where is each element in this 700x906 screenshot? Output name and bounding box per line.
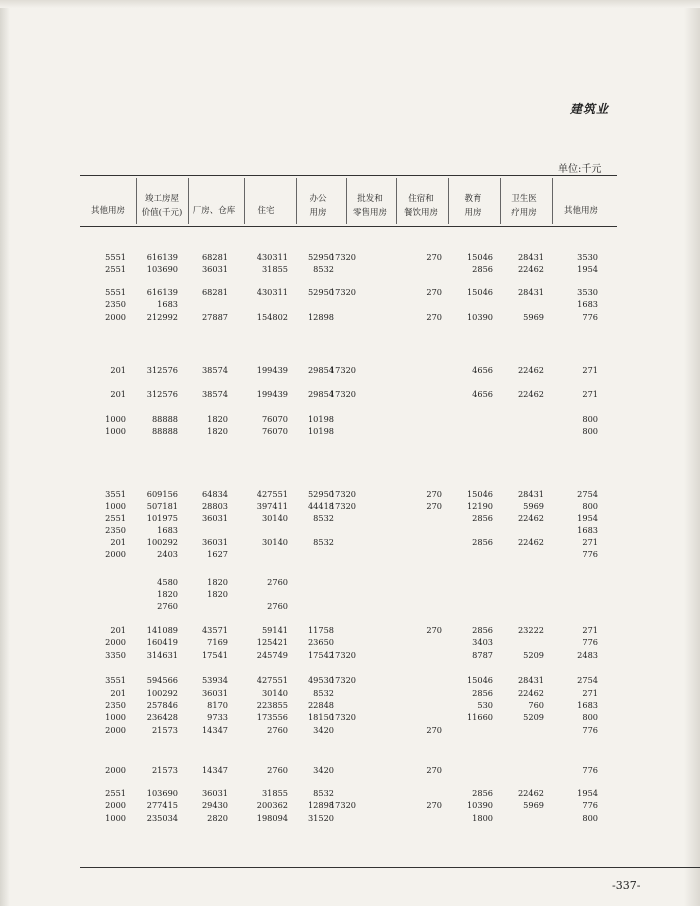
table-cell: 397411 — [256, 501, 288, 511]
table-cell: 8532 — [313, 688, 334, 698]
table-cell: 223855 — [256, 700, 288, 710]
table-cell: 270 — [426, 312, 442, 322]
table-cell: 2856 — [472, 688, 493, 698]
table-cell: 2000 — [105, 637, 126, 647]
table-cell: 22462 — [517, 264, 544, 274]
table-cell: 277415 — [146, 800, 178, 810]
table-cell: 8532 — [313, 513, 334, 523]
table-cell: 2551 — [105, 264, 126, 274]
table-cell: 15046 — [466, 287, 493, 297]
table-cell: 8532 — [313, 788, 334, 798]
table-cell: 12898 — [307, 312, 334, 322]
table-cell: 1820 — [207, 426, 228, 436]
table-cell: 15046 — [466, 489, 493, 499]
top-page-edge — [0, 0, 700, 8]
table-cell: 10198 — [307, 426, 334, 436]
table-cell: 1820 — [207, 589, 228, 599]
table-cell: 1683 — [157, 299, 178, 309]
table-cell: 616139 — [146, 287, 178, 297]
table-cell: 800 — [582, 426, 598, 436]
table-cell: 154802 — [256, 312, 288, 322]
table-cell: 28431 — [517, 287, 544, 297]
table-cell: 2754 — [577, 489, 598, 499]
column-header-line1: 教育 — [464, 194, 482, 204]
table-cell: 776 — [582, 725, 598, 735]
table-cell: 88888 — [151, 426, 178, 436]
table-cell: 235034 — [146, 813, 178, 823]
table-cell: 1954 — [577, 513, 598, 523]
table-cell: 1683 — [157, 525, 178, 535]
table-cell: 36031 — [201, 688, 228, 698]
column-header — [547, 204, 615, 218]
table-cell: 2483 — [577, 650, 598, 660]
left-page-edge — [0, 0, 10, 906]
table-cell: 800 — [582, 501, 598, 511]
table-cell: 5209 — [523, 712, 544, 722]
table-cell: 15046 — [466, 252, 493, 262]
table-cell: 7169 — [207, 637, 228, 647]
table-cell: 2856 — [472, 264, 493, 274]
table-cell: 14347 — [201, 765, 228, 775]
table-cell: 271 — [582, 688, 598, 698]
table-cell: 760 — [528, 700, 544, 710]
table-cell: 38574 — [201, 389, 228, 399]
column-header-line1: 批发和 — [357, 194, 383, 204]
table-cell: 314631 — [146, 650, 178, 660]
table-cell: 616139 — [146, 252, 178, 262]
column-header-line1: 竣工房屋 — [144, 194, 179, 204]
table-cell: 201 — [110, 365, 126, 375]
table-cell: 53934 — [201, 675, 228, 685]
column-header-line2: 零售用房 — [352, 208, 387, 218]
table-cell: 2760 — [157, 601, 178, 611]
table-cell: 38574 — [201, 365, 228, 375]
table-cell: 530 — [477, 700, 493, 710]
table-cell: 52950 — [307, 287, 334, 297]
table-top-rule — [80, 175, 617, 176]
table-cell: 776 — [582, 637, 598, 647]
column-header-line2: 住宅 — [257, 206, 275, 216]
table-cell: 270 — [426, 287, 442, 297]
table-cell: 21573 — [151, 725, 178, 735]
table-cell: 30140 — [261, 513, 288, 523]
table-cell: 199439 — [256, 389, 288, 399]
table-cell: 776 — [582, 312, 598, 322]
table-cell: 64834 — [201, 489, 228, 499]
table-cell: 4656 — [472, 389, 493, 399]
table-cell: 2856 — [472, 537, 493, 547]
table-cell: 28431 — [517, 252, 544, 262]
table-cell: 3530 — [577, 252, 598, 262]
table-cell: 8787 — [472, 650, 493, 660]
table-cell: 17320 — [329, 287, 356, 297]
table-cell: 12190 — [466, 501, 493, 511]
table-cell: 5209 — [523, 650, 544, 660]
table-cell: 776 — [582, 800, 598, 810]
table-cell: 1820 — [157, 589, 178, 599]
table-cell: 9733 — [207, 712, 228, 722]
table-cell: 2754 — [577, 675, 598, 685]
column-header-line1: 办公 — [309, 194, 327, 204]
table-cell: 800 — [582, 414, 598, 424]
table-cell: 3420 — [313, 725, 334, 735]
table-cell: 125421 — [256, 637, 288, 647]
table-cell: 4656 — [472, 365, 493, 375]
table-cell: 23650 — [307, 637, 334, 647]
table-cell: 17320 — [329, 489, 356, 499]
table-cell: 52950 — [307, 489, 334, 499]
table-cell: 1954 — [577, 264, 598, 274]
table-cell: 100292 — [146, 537, 178, 547]
table-cell: 2856 — [472, 625, 493, 635]
table-cell: 43571 — [201, 625, 228, 635]
table-cell: 10390 — [466, 800, 493, 810]
table-cell: 17320 — [329, 252, 356, 262]
table-cell: 3350 — [105, 650, 126, 660]
table-cell: 4580 — [157, 577, 178, 587]
table-bottom-rule — [80, 867, 700, 868]
table-cell: 270 — [426, 489, 442, 499]
table-cell: 17320 — [329, 675, 356, 685]
table-cell: 312576 — [146, 389, 178, 399]
table-cell: 29854 — [307, 365, 334, 375]
unit-label: 单位:千元 — [558, 164, 602, 175]
column-header-line2: 疗用房 — [511, 208, 537, 218]
table-cell: 2350 — [105, 299, 126, 309]
table-cell: 3551 — [105, 489, 126, 499]
table-cell: 776 — [582, 765, 598, 775]
table-cell: 2350 — [105, 700, 126, 710]
table-cell: 1000 — [105, 426, 126, 436]
table-cell: 14347 — [201, 725, 228, 735]
table-cell: 245749 — [256, 650, 288, 660]
table-cell: 100292 — [146, 688, 178, 698]
right-page-edge — [684, 0, 700, 906]
header-bottom-rule — [80, 226, 617, 227]
table-cell: 27887 — [201, 312, 228, 322]
column-header-line2: 其他用房 — [90, 206, 125, 216]
table-cell: 17320 — [329, 800, 356, 810]
table-cell: 430311 — [256, 287, 288, 297]
table-cell: 1000 — [105, 813, 126, 823]
table-cell: 8532 — [313, 537, 334, 547]
column-header-line1: 住宿和 — [408, 194, 434, 204]
table-cell: 507181 — [146, 501, 178, 511]
table-cell: 2760 — [267, 725, 288, 735]
table-cell: 17541 — [201, 650, 228, 660]
table-cell: 12898 — [307, 800, 334, 810]
table-cell: 8170 — [207, 700, 228, 710]
table-cell: 2856 — [472, 788, 493, 798]
table-cell: 1683 — [577, 700, 598, 710]
table-cell: 17542 — [307, 650, 334, 660]
table-cell: 201 — [110, 389, 126, 399]
table-cell: 17320 — [329, 389, 356, 399]
table-cell: 52950 — [307, 252, 334, 262]
table-cell: 36031 — [201, 537, 228, 547]
table-cell: 76070 — [261, 414, 288, 424]
table-cell: 22462 — [517, 788, 544, 798]
table-cell: 1954 — [577, 788, 598, 798]
table-cell: 2760 — [267, 577, 288, 587]
table-cell: 17320 — [329, 650, 356, 660]
table-cell: 22462 — [517, 688, 544, 698]
table-cell: 17320 — [329, 501, 356, 511]
table-cell: 36031 — [201, 264, 228, 274]
table-cell: 88888 — [151, 414, 178, 424]
table-cell: 36031 — [201, 513, 228, 523]
table-cell: 22462 — [517, 537, 544, 547]
table-cell: 1627 — [207, 549, 228, 559]
column-header-line2: 用房 — [309, 208, 327, 218]
table-cell: 212992 — [146, 312, 178, 322]
table-cell: 103690 — [146, 788, 178, 798]
table-cell: 18150 — [307, 712, 334, 722]
table-cell: 2820 — [207, 813, 228, 823]
table-cell: 2856 — [472, 513, 493, 523]
table-cell: 271 — [582, 537, 598, 547]
table-cell: 30140 — [261, 537, 288, 547]
table-cell: 312576 — [146, 365, 178, 375]
table-cell: 430311 — [256, 252, 288, 262]
table-cell: 2760 — [267, 601, 288, 611]
table-cell: 2000 — [105, 549, 126, 559]
table-cell: 2551 — [105, 513, 126, 523]
table-cell: 800 — [582, 712, 598, 722]
table-cell: 68281 — [201, 287, 228, 297]
table-cell: 49530 — [307, 675, 334, 685]
table-cell: 11660 — [466, 712, 493, 722]
table-cell: 1683 — [577, 525, 598, 535]
table-cell: 31855 — [261, 788, 288, 798]
table-cell: 59141 — [261, 625, 288, 635]
table-cell: 31520 — [307, 813, 334, 823]
table-cell: 141089 — [146, 625, 178, 635]
table-cell: 270 — [426, 800, 442, 810]
table-cell: 2403 — [157, 549, 178, 559]
table-cell: 257846 — [146, 700, 178, 710]
table-cell: 5969 — [523, 800, 544, 810]
table-cell: 68281 — [201, 252, 228, 262]
table-cell: 270 — [426, 625, 442, 635]
table-cell: 236428 — [146, 712, 178, 722]
table-cell: 22848 — [307, 700, 334, 710]
table-cell: 1000 — [105, 414, 126, 424]
table-cell: 44418 — [307, 501, 334, 511]
table-cell: 103690 — [146, 264, 178, 274]
table-cell: 101975 — [146, 513, 178, 523]
table-cell: 200362 — [256, 800, 288, 810]
column-header-line2: 价值(千元) — [141, 208, 183, 218]
table-cell: 3530 — [577, 287, 598, 297]
table-cell: 76070 — [261, 426, 288, 436]
table-cell: 201 — [110, 625, 126, 635]
table-cell: 427551 — [256, 489, 288, 499]
table-cell: 5551 — [105, 252, 126, 262]
table-cell: 3551 — [105, 675, 126, 685]
table-cell: 609156 — [146, 489, 178, 499]
table-cell: 5969 — [523, 312, 544, 322]
table-cell: 29854 — [307, 389, 334, 399]
table-cell: 21573 — [151, 765, 178, 775]
table-cell: 5551 — [105, 287, 126, 297]
table-cell: 201 — [110, 688, 126, 698]
table-cell: 15046 — [466, 675, 493, 685]
table-cell: 270 — [426, 252, 442, 262]
table-cell: 31855 — [261, 264, 288, 274]
table-cell: 28803 — [201, 501, 228, 511]
page-number: -337- — [612, 879, 641, 892]
table-cell: 10390 — [466, 312, 493, 322]
table-cell: 270 — [426, 765, 442, 775]
table-cell: 776 — [582, 549, 598, 559]
table-cell: 2551 — [105, 788, 126, 798]
table-cell: 2000 — [105, 800, 126, 810]
table-cell: 1820 — [207, 414, 228, 424]
table-cell: 2000 — [105, 765, 126, 775]
table-cell: 10198 — [307, 414, 334, 424]
table-cell: 271 — [582, 365, 598, 375]
table-cell: 427551 — [256, 675, 288, 685]
table-cell: 29430 — [201, 800, 228, 810]
table-cell: 201 — [110, 537, 126, 547]
table-cell: 271 — [582, 625, 598, 635]
table-cell: 28431 — [517, 675, 544, 685]
table-cell: 23222 — [517, 625, 544, 635]
table-cell: 1000 — [105, 712, 126, 722]
table-cell: 2000 — [105, 725, 126, 735]
table-cell: 22462 — [517, 365, 544, 375]
column-header-line2: 餐饮用房 — [403, 208, 438, 218]
table-cell: 3403 — [472, 637, 493, 647]
table-cell: 17320 — [329, 712, 356, 722]
table-cell: 1800 — [472, 813, 493, 823]
table-cell: 2000 — [105, 312, 126, 322]
table-cell: 270 — [426, 725, 442, 735]
table-cell: 800 — [582, 813, 598, 823]
table-cell: 594566 — [146, 675, 178, 685]
column-header-line2: 厂房、仓库 — [192, 206, 236, 216]
column-header-line1: 卫生医 — [511, 194, 537, 204]
table-cell: 5969 — [523, 501, 544, 511]
table-cell: 22462 — [517, 389, 544, 399]
table-cell: 2760 — [267, 765, 288, 775]
table-cell: 30140 — [261, 688, 288, 698]
table-cell: 22462 — [517, 513, 544, 523]
table-cell: 199439 — [256, 365, 288, 375]
running-head: 建筑业 — [570, 102, 610, 116]
table-cell: 8532 — [313, 264, 334, 274]
table-cell: 1683 — [577, 299, 598, 309]
table-cell: 2350 — [105, 525, 126, 535]
table-cell: 11758 — [307, 625, 334, 635]
table-cell: 198094 — [256, 813, 288, 823]
table-cell: 28431 — [517, 489, 544, 499]
column-header-line2: 用房 — [464, 208, 482, 218]
table-cell: 1820 — [207, 577, 228, 587]
table-cell: 1000 — [105, 501, 126, 511]
table-cell: 271 — [582, 389, 598, 399]
table-cell: 173556 — [256, 712, 288, 722]
table-cell: 160419 — [146, 637, 178, 647]
column-header-line2: 其他用房 — [563, 206, 598, 216]
table-cell: 270 — [426, 501, 442, 511]
table-cell: 36031 — [201, 788, 228, 798]
table-cell: 17320 — [329, 365, 356, 375]
table-cell: 3420 — [313, 765, 334, 775]
